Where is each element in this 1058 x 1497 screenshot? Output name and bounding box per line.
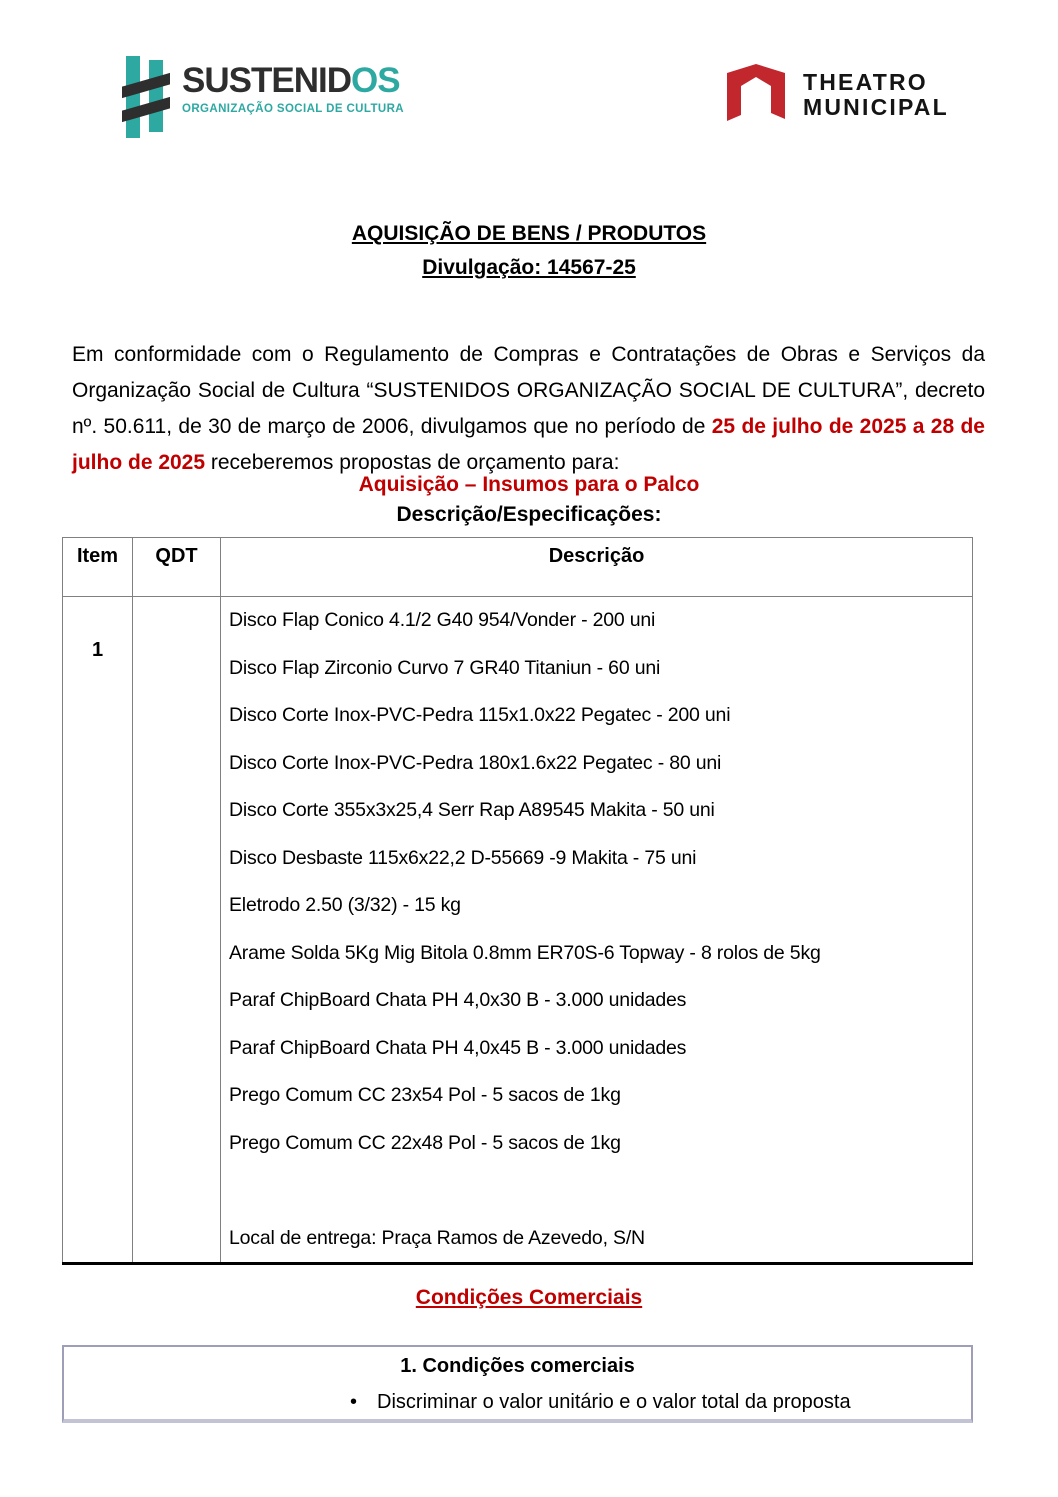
header-qdt: QDT [133,538,221,597]
commercial-conditions-heading: Condições Comerciais [415,1286,643,1309]
conditions-box-title: 1. Condições comerciais [400,1355,635,1377]
description-line: Paraf ChipBoard Chata PH 4,0x30 B - 3.000 unidades [229,989,687,1012]
description-line: Arame Solda 5Kg Mig Bitola 0.8mm ER70S-6 Topway - 8 rolos de 5kg [229,941,821,964]
intro-text-end: receberemos propostas de orçamento para: [205,451,620,474]
specifications-subheading: Descrição/Especificações: [396,503,662,526]
document-title: AQUISIÇÃO DE BENS / PRODUTOS [351,222,707,245]
header-descricao: Descrição [221,538,973,597]
description-line: Disco Desbaste 115x6x22,2 D-55669 -9 Makita - 75 uni [229,846,697,869]
theatro-wordmark [803,70,949,120]
description-line: Disco Corte 355x3x25,4 Serr Rap A89545 Makita - 50 uni [229,799,715,822]
theatro-municipal-logo [725,60,949,130]
description-line: Prego Comum CC 22x48 Pol - 5 sacos de 1kg [229,1131,621,1154]
hash-icon [122,52,170,142]
description-line: Disco Flap Conico 4.1/2 G40 954/Vonder - 200 uni [229,609,656,632]
document-number: Divulgação: 14567-25 [422,256,636,279]
description-line: Prego Comum CC 23x54 Pol - 5 sacos de 1kg [229,1084,621,1107]
sustenidos-logo [122,52,404,142]
description-line: Disco Corte Inox-PVC-Pedra 115x1.0x22 Pegatec - 200 uni [229,704,731,727]
theatro-line1: THEATRO [803,69,928,95]
sustenidos-wordmark [182,61,405,115]
sustenidos-name-dark: SUSTENID [182,61,351,100]
description-line: Paraf ChipBoard Chata PH 4,0x45 B - 3.000 unidades [229,1036,687,1059]
conditions-bullet-text: Discriminar o valor unitário e o valor total da proposta [377,1391,851,1413]
table-header-row [63,538,973,597]
description-line: Disco Flap Zirconio Curvo 7 GR40 Titaniun - 60 uni [229,656,661,679]
intro-paragraph [72,337,985,481]
description-line: Disco Corte Inox-PVC-Pedra 180x1.6x22 Pegatec - 80 uni [229,751,722,774]
description-blank-line [229,1167,972,1215]
header-item: Item [63,538,133,597]
commercial-conditions-box [62,1345,973,1423]
item-number-cell: 1 [63,597,133,1264]
bullet-icon: • [350,1391,358,1413]
period-dates: 25 de julho de 2025 a 28 de julho de 2025 [72,415,985,474]
sustenidos-subtitle: ORGANIZAÇÃO SOCIAL DE CULTURA [182,103,405,115]
description-line: Eletrodo 2.50 (3/32) - 15 kg [229,894,461,917]
table-row [63,597,973,1264]
qdt-cell [133,597,221,1264]
theatro-line2: MUNICIPAL [803,94,949,120]
conditions-bullet-item [64,1391,971,1414]
acquisition-section-heading: Aquisição – Insumos para o Palco [358,473,700,496]
theatro-arch-icon [725,60,787,130]
intro-text-start: Em conformidade com o Regulamento de Compras e Contratações de Obras e Serviços da Organização Social de Cultura “SUSTENIDOS ORGANIZAÇÃO SOCIAL DE CULTURA”, decreto nº. 50.611, de 30 de março de 2006, divulgamos que no período de [72,343,985,438]
description-cell [221,597,973,1264]
specifications-table [62,537,973,1265]
sustenidos-name [182,61,404,100]
sustenidos-name-teal: OS [350,61,400,100]
delivery-location-line: Local de entrega: Praça Ramos de Azevedo, S/N [229,1226,645,1249]
